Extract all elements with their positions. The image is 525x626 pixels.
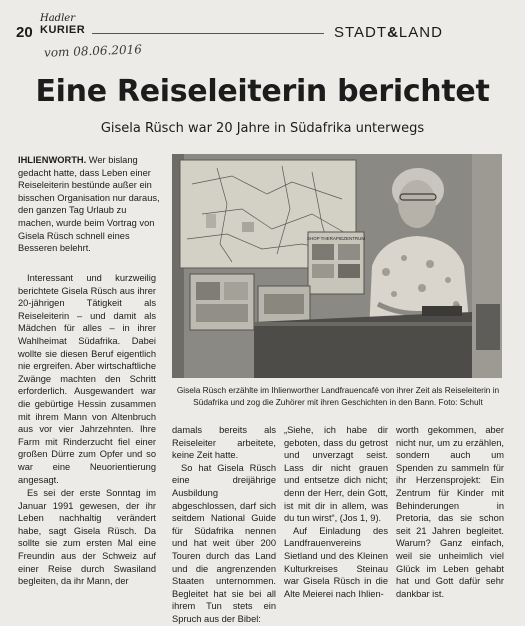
column-1: [18, 272, 156, 588]
column-3: [284, 424, 388, 600]
poster-photo: [338, 264, 360, 278]
column-2-paragraph-1: damals bereits als Reiseleiter arbeitete, keine Zeit hatte.: [172, 425, 276, 461]
board-photo: [224, 282, 248, 300]
brand-name: KURIER: [40, 24, 86, 36]
brand-script: Hadler: [40, 13, 75, 24]
handwritten-date: vom 08.06.2016: [43, 42, 143, 60]
poster-photo: [312, 244, 334, 260]
column-4: [396, 424, 504, 600]
column-4-paragraph-1: worth gekommen, aber nicht nur, um zu erzählen, sondern auch um Spenden zu sammeln für ihr Herzensprojekt: Ein Zentrum für Kinder mit Behinderungen in Pretoria, das sie schon seit 21 Jahren begleitet. Warum? Ganz einfach, weil sie unheimlich viel Glück im Leben gehabt hat und Gott dafür sehr dankbar ist.: [396, 425, 504, 599]
column-1-paragraph-1: Interessant und kurzweilig berichtete Gisela Rüsch aus ihrer 20-jährigen Tätigkeit als Reiseleiterin – und damit als Mädchen für alles – in ihrer Wahlheimat Südafrika. Dabei wollte sie diesen Beruf eigentlich nie ergreifen. Aber wirtschaftliche Zwänge machten den Schritt erforderlich. Ausgewandert war die gebürtige Hessin zusammen mit ihrem Mann von Altenbruch aus vor vier Jahrzehnten. Ihre Farm mit Rinderzucht fiel einer großen Dürre zum Opfer und so war eine Neuorientierung angesagt.: [18, 273, 156, 485]
article-photo: [172, 154, 502, 378]
lectern-edge: [254, 322, 474, 326]
column-2-paragraph-2: So hat Gisela Rüsch eine dreijährige Ausbildung abgeschlossen, darf sich seitdem National Guide für Südafrika nennen und hat weit über 200 Touren durch das Land und die angrenzenden Staaten unternommen. Begleitet hat sie bei all ihrem Tun stets ein Spruch aus der Bibel:: [172, 462, 276, 624]
section-left: STADT: [334, 24, 388, 41]
section-amp: &: [387, 24, 399, 41]
page-number: 20: [16, 24, 33, 41]
lectern: [254, 312, 472, 378]
poster-photo: [338, 244, 360, 260]
column-3-paragraph-2: Auf Einladung des Landfrauenvereins Sietland und des Kleinen Kulturkreises Steinau war Gisela Rüsch in die Alte Meierei nach Ihlien-: [284, 525, 388, 599]
dateline: IHLIENWORTH.: [18, 155, 87, 165]
headline: Eine Reiseleiterin berichtet: [35, 74, 490, 109]
column-1-paragraph-2: Es sei der erste Sonntag im Januar 1991 gewesen, der ihr Leben nachhaltig verändert habe, sagt Gisela Rüsch. Da sollte sie zum ersten Mal eine Freundin aus der Schweiz auf einer Reise durch Swasiland begleiten, da ihr Mann, der: [18, 488, 156, 587]
lead-paragraph: [18, 154, 164, 255]
section-right: LAND: [398, 24, 443, 41]
poster: [308, 232, 364, 294]
poster-title: SHOP THERAPIEZENTRUM: [306, 236, 366, 241]
column-2: [172, 424, 276, 626]
lead-text: Wer bislang gedacht hatte, dass Leben einer Reiseleiterin bestünde außer ein bisschen Organisation nur daraus, den ganzen Tag Urlaub zu machen, wurde beim Vortrag von Gisela Rüsch schnell eines Besseren belehrt.: [18, 155, 160, 254]
board-photo: [196, 304, 248, 322]
microphone: [422, 306, 462, 316]
board-photo: [196, 282, 220, 300]
newspaper-logo: [40, 14, 85, 36]
map-marker: [206, 214, 216, 228]
poster-photo: [312, 264, 334, 278]
photo-illustration: [172, 154, 502, 378]
column-3-paragraph-1: „Siehe, ich habe dir geboten, dass du getrost und unverzagt seist. Lass dir nicht grauen und entsetze dich nicht; denn der Herr, dein Gott, ist mit dir in allem, was du tun wirst“, (Jos 1, 9).: [284, 425, 388, 524]
map-marker: [242, 222, 254, 232]
photo-caption: Gisela Rüsch erzählte im Ihlienworther Landfrauencafé von ihrer Zeit als Reiseleiterin in Südafrika und zog die Zuhörer mit ihren Geschichten in den Bann. Foto: Schult: [176, 385, 500, 407]
photo-plant: [476, 304, 500, 350]
header-rule: [92, 33, 324, 34]
subheadline: Gisela Rüsch war 20 Jahre in Südafrika unterwegs: [100, 121, 425, 136]
section-title: [334, 24, 443, 41]
board-photo: [264, 294, 304, 314]
speaker-face: [398, 180, 436, 228]
